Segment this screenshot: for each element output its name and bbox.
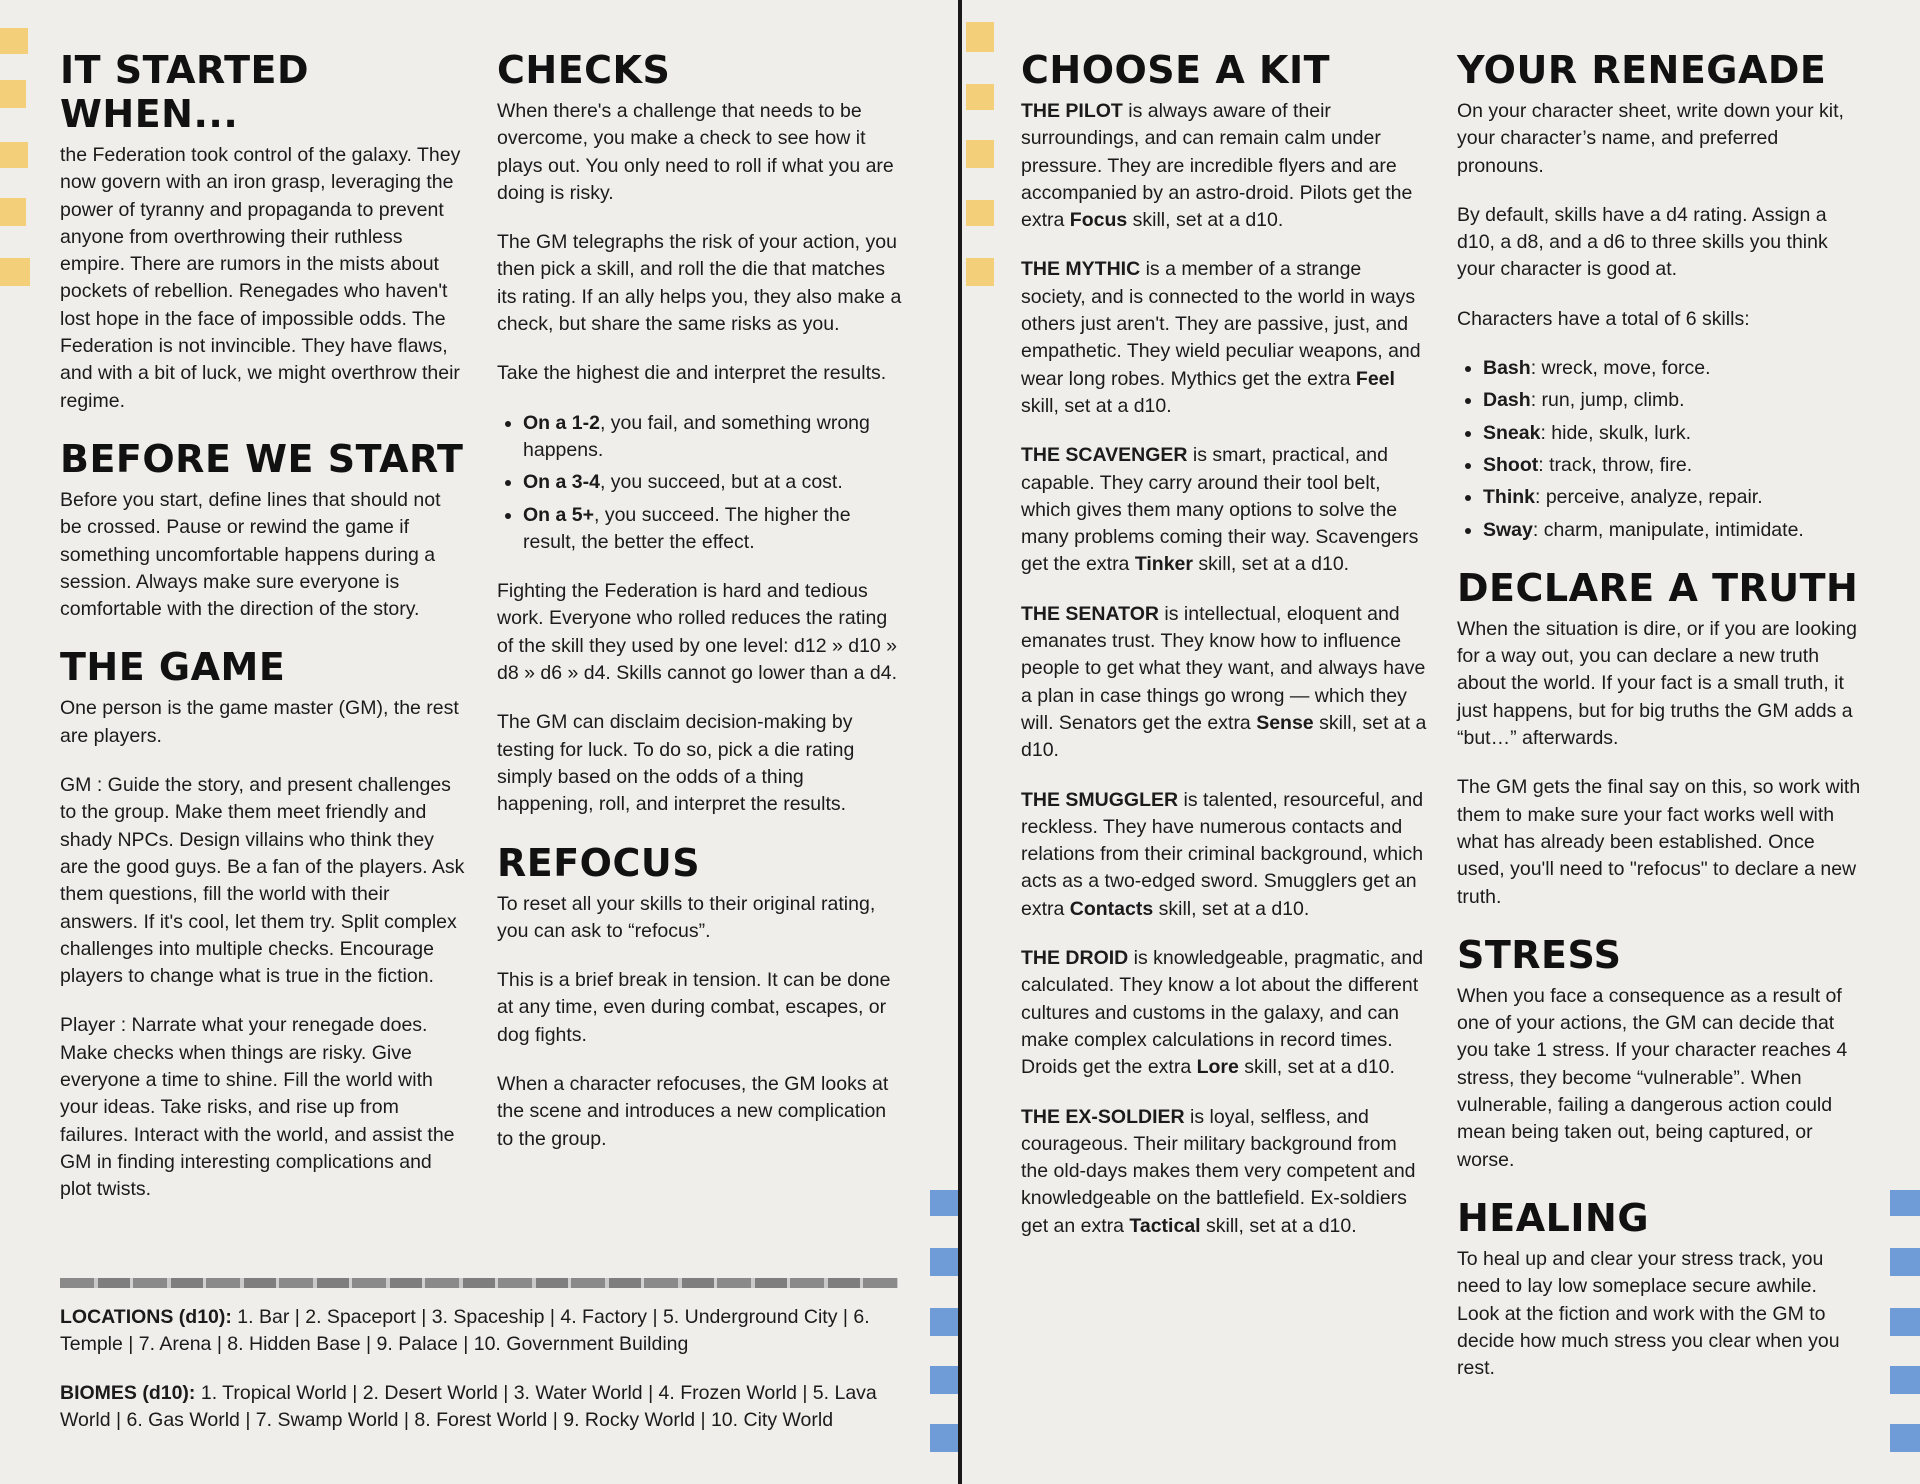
kit-skill: Lore	[1196, 1056, 1239, 1079]
kit-skill: Contacts	[1069, 897, 1154, 920]
kit-name: THE SENATOR	[1021, 602, 1159, 625]
kit-name: THE MYTHIC	[1021, 258, 1141, 281]
skill-desc: : hide, skulk, lurk.	[1540, 421, 1692, 444]
kit-description: is talented, resourceful, and reckless. They have numerous contacts and relations from their criminal background, which acts as a two-edged sword. Smugglers get an extra	[1021, 788, 1424, 920]
refocus-p1: To reset all your skills to their original rating, you can ask to “refocus”.	[497, 892, 876, 942]
section-refocus	[497, 841, 903, 1153]
kit-description: is a member of a strange society, and is connected to the world in ways others just aren't. They are passive, just, and empathetic. They wield peculiar weapons, and wear long robes. Mythics get the extra	[1021, 258, 1421, 390]
section-it-started	[60, 48, 466, 415]
section-the-game	[60, 645, 466, 1203]
yellow-tape-10	[966, 258, 994, 286]
section-declare-a-truth	[1457, 566, 1863, 911]
skill-name: Think	[1483, 486, 1535, 509]
truth-p1: When the situation is dire, or if you are looking for a way out, you can declare a new truth about the world. If your fact is a small truth, it just happens, but for big truths the GM adds a “but…” afterwards.	[1457, 617, 1857, 750]
refocus-p3: When a character refocuses, the GM looks at the scene and introduces a new complication to the group.	[497, 1073, 889, 1150]
heading-your-renegade: YOUR RENEGADE	[1457, 48, 1827, 92]
list-item	[1483, 420, 1863, 447]
kit-description: is intellectual, eloquent and emanates trust. They know how to influence people to get what they want, and always have a plan in case things go wrong — which they will. Senators get the extra	[1021, 602, 1426, 734]
checks-p3: Take the highest die and interpret the results.	[497, 362, 887, 385]
grunge-divider	[60, 1278, 898, 1288]
list-item	[1483, 355, 1863, 382]
kit-skill-rating: skill, set at a d10.	[1193, 553, 1350, 576]
kit-skill-rating: skill, set at a d10.	[1127, 209, 1284, 232]
kit-name: THE EX-SOLDIER	[1021, 1105, 1185, 1128]
the-game-p1: One person is the game master (GM), the rest are players.	[60, 697, 459, 747]
kit-skill-rating: skill, set at a d10.	[1200, 1214, 1357, 1237]
stress-p1: When you face a consequence as a result of one of your actions, the GM can decide that you take 1 stress. If your character reaches 4 stress, they become “vulnerable”. When vulnerable, failing a dangerous action could mean being taken out, being captured, or worse.	[1457, 984, 1848, 1171]
heading-before-we-start: BEFORE WE START	[60, 436, 464, 481]
kit-skill-rating: skill, set at a d10.	[1238, 1056, 1395, 1079]
result-text: , you fail, and something wrong happens.	[523, 411, 870, 461]
blue-tape-7	[1890, 1248, 1920, 1276]
checks-p2: The GM telegraphs the risk of your action, you then pick a skill, and roll the die that matches its rating. If an ally helps you, they also make a check, but share the same risks as you.	[497, 231, 902, 336]
heading-stress: STRESS	[1457, 932, 1622, 977]
kit-description: is smart, practical, and capable. They carry around their tool belt, which gives them many options to solve the many problems coming their way. Scavengers get the extra	[1021, 444, 1419, 576]
skills-list	[1457, 355, 1863, 544]
section-stress	[1457, 933, 1863, 1174]
result-label: On a 5+	[523, 503, 594, 526]
locations-table	[60, 1304, 900, 1359]
checks-p1: When there's a challenge that needs to be overcome, you make a check to see how it plays out. You only need to roll if what you are doing is risky.	[497, 100, 894, 204]
skill-name: Dash	[1483, 389, 1531, 412]
heading-healing: HEALING	[1457, 1195, 1650, 1240]
heading-the-game: THE GAME	[60, 645, 286, 690]
healing-p1: To heal up and clear your stress track, you need to lay low someplace secure awhile. Look at the fiction and work with the GM to decide how much stress you clear when you rest.	[1457, 1247, 1840, 1380]
blue-tape-8	[1890, 1308, 1920, 1336]
heading-it-started: IT STARTED WHEN...	[60, 48, 310, 136]
blue-tape-6	[1890, 1190, 1920, 1216]
the-game-gm: GM : Guide the story, and present challenges to the group. Make them meet friendly and shady NPCs. Design villains who think they are the good guys. Be a fan of the players. Ask them questions, fill the world with their answers. If it's cool, let them try. Split complex challenges into multiple checks. Encourage players to change what is true in the fiction.	[60, 774, 465, 988]
list-item	[1483, 452, 1863, 479]
skill-desc: : track, throw, fire.	[1538, 453, 1693, 476]
kit-name: THE DROID	[1021, 947, 1129, 970]
blue-tape-1	[930, 1190, 958, 1216]
kit-skill-rating: skill, set at a d10.	[1153, 897, 1310, 920]
list-item	[523, 502, 903, 557]
blue-tape-2	[930, 1248, 958, 1276]
section-your-renegade	[1457, 48, 1863, 544]
result-label: On a 1-2	[523, 411, 600, 434]
yellow-tape-5	[0, 258, 30, 286]
locations-label: LOCATIONS (d10):	[60, 1306, 232, 1328]
heading-declare-a-truth: DECLARE A TRUTH	[1457, 565, 1859, 610]
list-item	[1483, 517, 1863, 544]
locations-text: 1. Bar | 2. Spaceport | 3. Spaceship | 4. Factory | 5. Underground City | 6. Temple | 7. Arena | 8. Hidden Base | 9. Palace | 10. Government Building	[60, 1306, 870, 1356]
renegade-p3: Characters have a total of 6 skills:	[1457, 307, 1750, 330]
checks-p4: Fighting the Federation is hard and tedious work. Everyone who rolled reduces the rating of the skill they used by one level: d12 » d10 » d8 » d6 » d4. Skills cannot go lower than a d4.	[497, 580, 898, 685]
refocus-p2: This is a brief break in tension. It can be done at any time, even during combat, escapes, or dog fights.	[497, 969, 891, 1046]
result-text: , you succeed, but at a cost.	[599, 471, 843, 494]
blue-tape-10	[1890, 1424, 1920, 1452]
kit-scavenger	[1021, 442, 1427, 578]
skill-name: Sway	[1483, 518, 1533, 541]
yellow-tape-1	[0, 28, 28, 54]
list-item	[1483, 387, 1863, 414]
yellow-tape-2	[0, 80, 26, 108]
heading-choose-a-kit: CHOOSE A KIT	[1021, 48, 1330, 92]
truth-p2: The GM gets the final say on this, so work with them to make sure your fact works well with what has already been established. Once used, you'll need to "refocus" to declare a new truth.	[1457, 776, 1861, 908]
result-label: On a 3-4	[523, 471, 600, 494]
kit-skill: Tactical	[1129, 1214, 1201, 1237]
column-2	[497, 48, 903, 1175]
kit-skill: Feel	[1355, 367, 1395, 390]
checks-p5: The GM can disclaim decision-making by testing for luck. To do so, pick a die rating simply based on the odds of a thing happening, roll, and interpret the results.	[497, 711, 855, 816]
skill-name: Sneak	[1483, 421, 1541, 444]
kit-description: is knowledgeable, pragmatic, and calculated. They know a lot about the different cultures and customs in the galaxy, and can make complex calculations in record times. Droids get the extra	[1021, 947, 1424, 1079]
yellow-tape-8	[966, 140, 994, 168]
biomes-text: 1. Tropical World | 2. Desert World | 3. Water World | 4. Frozen World | 5. Lava World | 6. Gas World | 7. Swamp World | 8. Forest World | 9. Rocky World | 10. City World	[60, 1382, 877, 1432]
kit-skill: Sense	[1256, 711, 1314, 734]
kit-skill-rating: skill, set at a d10.	[1021, 394, 1172, 417]
skill-desc: : perceive, analyze, repair.	[1535, 486, 1763, 509]
list-item	[523, 410, 903, 465]
column-4	[1457, 48, 1863, 1404]
skill-desc: : wreck, move, force.	[1530, 357, 1711, 380]
column-3	[1021, 48, 1427, 1262]
kit-skill: Focus	[1069, 209, 1128, 232]
yellow-tape-7	[966, 84, 994, 110]
the-game-player: Player : Narrate what your renegade does. Make checks when things are risky. Give everyone a time to shine. Fill the world with your ideas. Take risks, and rise up from failures. Interact with the world, and assist the GM in finding interesting complications and plot twists.	[60, 1014, 455, 1201]
list-item	[1483, 484, 1863, 511]
kit-name: THE PILOT	[1021, 100, 1123, 122]
heading-refocus: REFOCUS	[497, 840, 701, 885]
results-list	[497, 410, 903, 556]
biomes-table	[60, 1380, 900, 1435]
heading-checks: CHECKS	[497, 48, 671, 92]
kit-mythic	[1021, 256, 1427, 420]
skill-desc: : run, jump, climb.	[1530, 389, 1685, 412]
list-item	[523, 469, 903, 496]
kit-skill: Tinker	[1134, 553, 1193, 576]
yellow-tape-6	[966, 22, 994, 52]
skill-desc: : charm, manipulate, intimidate.	[1532, 518, 1804, 541]
before-we-start-body: Before you start, define lines that should not be crossed. Pause or rewind the game if something uncomfortable happens during a session. Always make sure everyone is comfortable with the direction of the story.	[60, 488, 441, 621]
yellow-tape-9	[966, 200, 994, 226]
column-1	[60, 48, 466, 1226]
section-checks	[497, 48, 903, 819]
kit-description: is loyal, selfless, and courageous. Their military background from the old-days makes them very competent and knowledgeable on the battlefield. Ex-soldiers get an extra	[1021, 1105, 1416, 1237]
kit-smuggler	[1021, 787, 1427, 923]
yellow-tape-3	[0, 142, 28, 168]
blue-tape-9	[1890, 1366, 1920, 1394]
it-started-body: the Federation took control of the galaxy. They now govern with an iron grasp, leveraging the power of tyranny and propaganda to prevent anyone from overthrowing their ruthless empire. There are rumors in the mists about pockets of rebellion. Renegades who haven't lost hope in the face of impossible odds. The Federation is not invincible. They have flaws, and with a bit of luck, we might overthrow their regime.	[60, 144, 461, 412]
blue-tape-3	[930, 1308, 958, 1336]
book-spine	[958, 0, 962, 1484]
kit-droid	[1021, 945, 1427, 1081]
skill-name: Shoot	[1483, 453, 1539, 476]
kit-senator	[1021, 601, 1427, 765]
section-healing	[1457, 1196, 1863, 1382]
yellow-tape-4	[0, 198, 26, 226]
kit-pilot	[1021, 98, 1427, 234]
result-text: , you succeed. The higher the result, the better the effect.	[523, 503, 851, 553]
biomes-label: BIOMES (d10):	[60, 1382, 196, 1404]
skill-name: Bash	[1483, 357, 1531, 380]
kit-name: THE SCAVENGER	[1021, 444, 1188, 467]
kit-description: is always aware of their surroundings, and can remain calm under pressure. They are incredible flyers and are accompanied by an astro-droid. Pilots get the extra	[1021, 100, 1413, 232]
blue-tape-4	[930, 1366, 958, 1394]
blue-tape-5	[930, 1424, 958, 1452]
kit-skill-rating: skill, set at a d10.	[1021, 711, 1427, 762]
renegade-p2: By default, skills have a d4 rating. Assign a d10, a d8, and a d6 to three skills you think your character is good at.	[1457, 203, 1828, 281]
section-before-we-start	[60, 437, 466, 623]
renegade-p1: On your character sheet, write down your kit, your character’s name, and preferred pronouns.	[1457, 100, 1844, 177]
kit-name: THE SMUGGLER	[1021, 788, 1179, 811]
kit-ex-soldier	[1021, 1104, 1427, 1240]
